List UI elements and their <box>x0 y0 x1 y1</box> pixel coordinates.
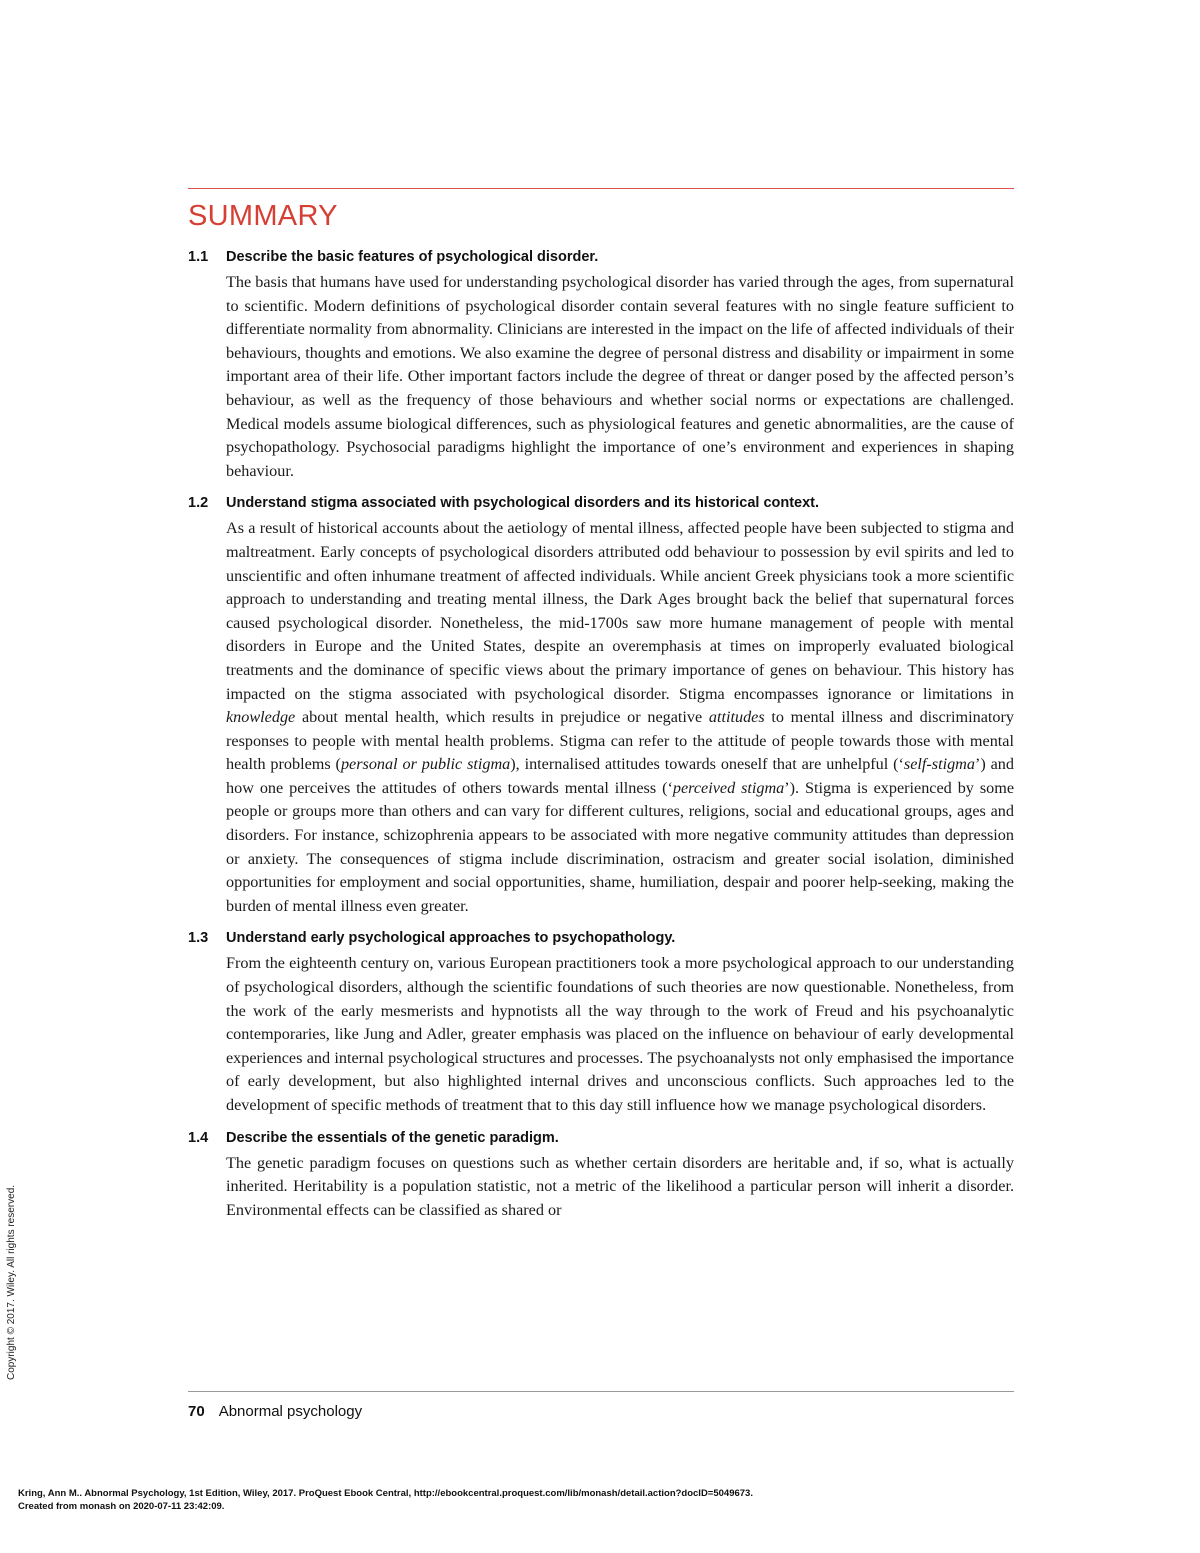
emphasis-personal-public-stigma: personal or public stigma <box>340 755 511 774</box>
section-1-3 <box>188 928 1014 1117</box>
emphasis-knowledge: knowledge <box>226 708 296 727</box>
section-1-1 <box>188 247 1014 483</box>
text-run: ’). Stigma is experienced by some people or groups more than others and can vary for different cultures, religions, social and educational groups, ages and disorders. For instance, schizophrenia appears to be associated with more negative community attitudes than depression or anxiety. The consequences of stigma include discrimination, ostracism and greater social isolation, diminished opportunities for employment and social opportunities, shame, humiliation, despair and poorer help-seeking, making the burden of mental illness even greater. <box>226 778 1014 915</box>
summary-content <box>188 247 1014 1232</box>
section-number: 1.4 <box>188 1129 209 1146</box>
text-run: ), internalised attitudes towards oneself that are unhelpful (‘ <box>510 755 904 774</box>
top-rule <box>188 188 1014 189</box>
side-copyright: Copyright © 2017. Wiley. All rights reserved. <box>6 1184 17 1380</box>
section-heading <box>188 928 1014 948</box>
book-title: Abnormal psychology <box>218 1403 363 1420</box>
page-number: 70 <box>188 1403 205 1420</box>
section-heading <box>188 493 1014 513</box>
section-heading-text: Describe the essentials of the genetic paradigm. <box>226 1129 559 1146</box>
section-paragraph: From the eighteenth century on, various European practitioners took a more psychological approach to our understanding of psychological disorders, although the scientific foundations of such theories are now questionable. Nonetheless, from the work of the early mesmerists and hypnotists all the way through to the work of Freud and his psychoanalytic contemporaries, like Jung and Adler, greater emphasis was placed on the influence on behaviour of early developmental experiences and internal psychological structures and processes. The psychoanalysts not only emphasised the importance of early development, but also highlighted internal drives and unconscious conflicts. Such approaches led to the development of specific methods of treatment that to this day still influence how we manage psychological disorders. <box>226 954 1014 1114</box>
section-heading-text: Understand stigma associated with psychological disorders and its historical context. <box>226 495 820 512</box>
emphasis-perceived-stigma: perceived stigma <box>672 778 785 797</box>
bottom-rule <box>188 1391 1014 1392</box>
section-heading-text: Understand early psychological approaches to psychopathology. <box>226 930 676 947</box>
section-1-4 <box>188 1128 1014 1223</box>
emphasis-attitudes: attitudes <box>708 708 765 727</box>
text-run: ’) and how one perceives the attitudes of others towards mental illness (‘ <box>226 755 1014 797</box>
section-1-2 <box>188 493 1014 918</box>
text-run: to mental illness and discriminatory responses to people with mental health problems. Stigma can refer to the attitude of people towards those with mental health problems ( <box>226 708 1014 774</box>
citation-block <box>18 1487 753 1513</box>
section-paragraph: The genetic paradigm focuses on questions such as whether certain disorders are heritable and, if so, what is actually inherited. Heritability is a population statistic, not a metric of the likelihood a particular person will inherit a disorder. Environmental effects can be classified as shared or <box>226 1153 1014 1219</box>
page-footer <box>188 1403 362 1420</box>
section-heading-text: Describe the basic features of psychological disorder. <box>226 249 599 265</box>
citation-line: Kring, Ann M.. Abnormal Psychology, 1st Edition, Wiley, 2017. ProQuest Ebook Central, http://ebookcentral.proquest.com/lib/monash/detail.action?docID=5049673. <box>18 1488 753 1499</box>
citation-created-line: Created from monash on 2020-07-11 23:42:09. <box>18 1501 225 1512</box>
section-number: 1.3 <box>188 930 209 947</box>
section-number: 1.1 <box>188 249 209 265</box>
summary-title: SUMMARY <box>188 200 338 232</box>
emphasis-self-stigma: self-stigma <box>903 755 975 774</box>
section-paragraph: The basis that humans have used for understanding psychological disorder has varied through the ages, from supernatural to scientific. Modern definitions of psychological disorder contain several features with no single feature sufficient to differentiate normality from abnormality. Clinicians are interested in the impact on the life of affected individuals of their behaviours, thoughts and emotions. We also examine the degree of personal distress and disability or impairment in some important area of their life. Other important factors include the degree of threat or danger posed by the affected person’s behaviour, as well as the frequency of those behaviours and whether social norms or expectations are challenged. Medical models assume biological differences, such as physiological features and genetic abnormalities, are the cause of psychopathology. Psychosocial paradigms highlight the importance of one’s environment and experiences in shaping behaviour. <box>226 273 1014 480</box>
section-number: 1.2 <box>188 495 209 512</box>
section-heading <box>188 1128 1014 1148</box>
section-heading <box>188 247 1014 267</box>
section-paragraph <box>226 517 1014 918</box>
text-run: about mental health, which results in prejudice or negative <box>295 708 709 727</box>
text-run: As a result of historical accounts about the aetiology of mental illness, affected people have been subjected to stigma and maltreatment. Early concepts of psychological disorders attributed odd behaviour to possession by evil spirits and led to unscientific and often inhumane treatment of affected individuals. While ancient Greek physicians took a more scientific approach to understanding and treating mental illness, the Dark Ages brought back the belief that supernatural forces caused psychological disorder. Nonetheless, the mid-1700s saw more humane management of people with mental disorders in Europe and the United States, despite an overemphasis at times on improperly evaluated biological treatments and the dominance of specific views about the primary importance of genes on behaviour. This history has impacted on the stigma associated with psychological disorder. Stigma encompasses ignorance or limitations in <box>226 519 1014 703</box>
